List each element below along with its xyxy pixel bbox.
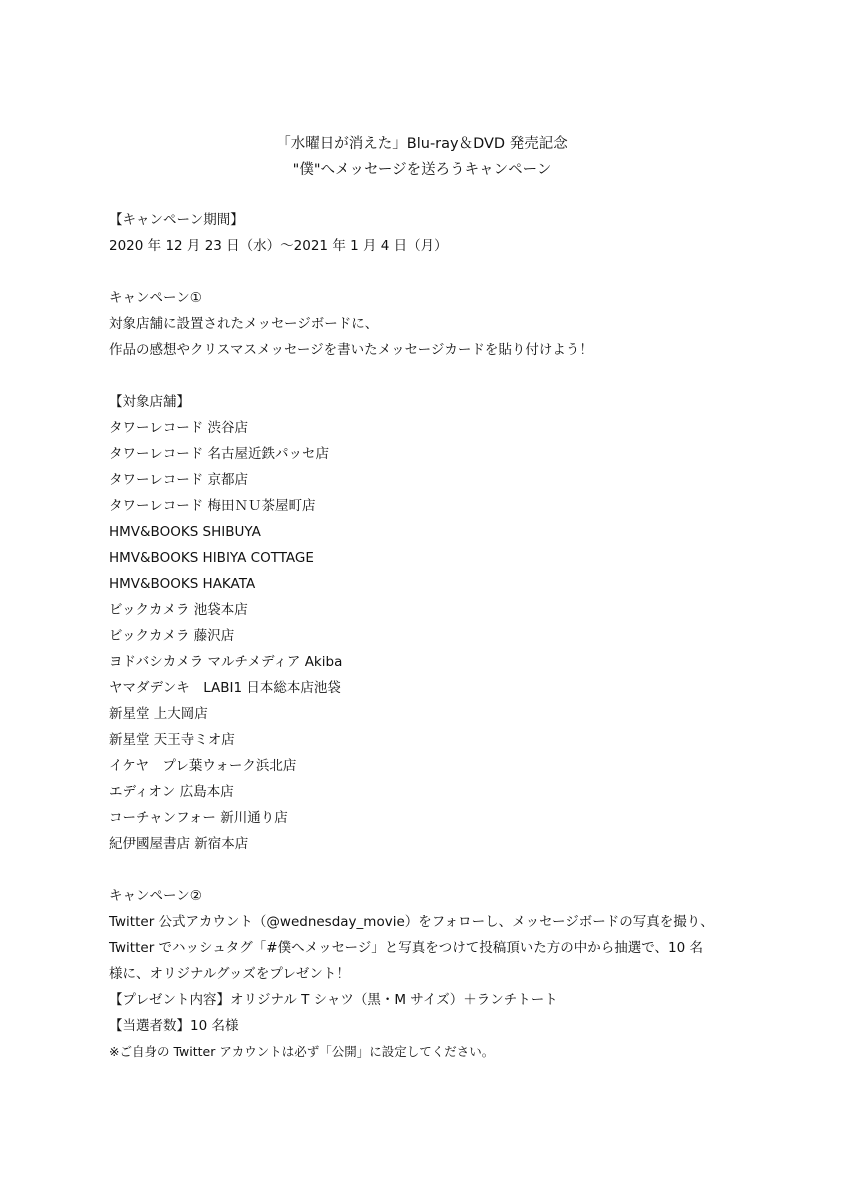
- store-item: ビックカメラ 藤沢店: [109, 628, 235, 644]
- store-item: ビックカメラ 池袋本店: [109, 602, 248, 618]
- title-line-1: 「水曜日が消えた」Blu-ray＆DVD 発売記念: [276, 136, 568, 152]
- title-block: [0, 131, 844, 183]
- winner-count: 【当選者数】10 名様: [109, 1018, 239, 1034]
- campaign2-desc-3: 様に、オリジナルグッズをプレゼント！: [109, 966, 350, 982]
- spacer: [109, 363, 769, 389]
- store-list: [109, 415, 769, 857]
- spacer: [109, 857, 769, 883]
- store-item: コーチャンフォー 新川通り店: [109, 810, 288, 826]
- store-item: タワーレコード 梅田ＮＵ茶屋町店: [109, 498, 316, 514]
- store-item: 新星堂 上大岡店: [109, 706, 208, 722]
- store-item: HMV&BOOKS SHIBUYA: [109, 524, 261, 540]
- campaign2-heading: キャンペーン②: [109, 888, 202, 904]
- spacer: [109, 259, 769, 285]
- period-heading: 【キャンペーン期間】: [109, 212, 244, 228]
- campaign2-desc-2: Twitter でハッシュタグ「#僕へメッセージ」と写真をつけて投稿頂いた方の中から抽選で、10 名: [109, 940, 703, 956]
- store-item: 紀伊國屋書店 新宿本店: [109, 836, 249, 852]
- store-item: イケヤ プレ葉ウォーク浜北店: [109, 758, 297, 774]
- document-body: [109, 207, 769, 1065]
- store-item: タワーレコード 渋谷店: [109, 420, 249, 436]
- campaign1-desc-1: 対象店舗に設置されたメッセージボードに、: [109, 316, 379, 332]
- campaign1-heading: キャンペーン①: [109, 290, 202, 306]
- store-item: 新星堂 天王寺ミオ店: [109, 732, 235, 748]
- campaign2-desc-1: Twitter 公式アカウント（@wednesday_movie）をフォローし、メッセージボードの写真を撮り、: [109, 914, 714, 930]
- prize-details: 【プレゼント内容】オリジナル T シャツ（黒・M サイズ）＋ランチトート: [109, 992, 558, 1008]
- store-item: エディオン 広島本店: [109, 784, 234, 800]
- title-line-2: "僕"へメッセージを送ろうキャンペーン: [292, 162, 552, 178]
- store-item: HMV&BOOKS HIBIYA COTTAGE: [109, 550, 314, 566]
- store-item: ヨドバシカメラ マルチメディア Akiba: [109, 654, 343, 670]
- store-item: ヤマダデンキ LABI1 日本総本店池袋: [109, 680, 341, 696]
- campaign1-desc-2: 作品の感想やクリスマスメッセージを書いたメッセージカードを貼り付けよう！: [109, 342, 593, 358]
- stores-heading: 【対象店舗】: [109, 394, 190, 410]
- period-dates: 2020 年 12 月 23 日（水）～2021 年 1 月 4 日（月）: [109, 238, 448, 254]
- account-note: ※ご自身の Twitter アカウントは必ず「公開」に設定してください。: [109, 1044, 495, 1059]
- store-item: タワーレコード 名古屋近鉄パッセ店: [109, 446, 330, 462]
- store-item: タワーレコード 京都店: [109, 472, 249, 488]
- store-item: HMV&BOOKS HAKATA: [109, 576, 256, 592]
